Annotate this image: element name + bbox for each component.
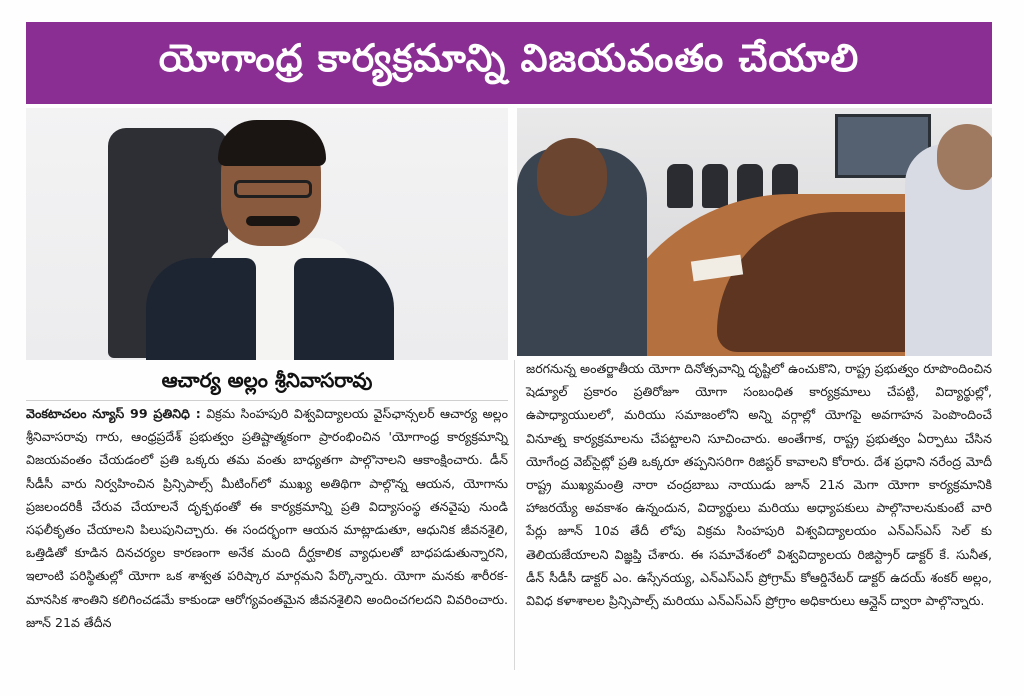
article-text-right: జరగనున్న అంతర్జాతీయ యోగా దినోత్సవాన్ని దృష్టిలో ఉంచుకొని, రాష్ట్ర ప్రభుత్వం రూపొందించిన షెడ్యూల్ ప్రకారం ప్రతిరోజూ యోగా సంబంధిత కార్యక్రమాలు చేపట్టి, విద్యార్థుల్లో, ఉపాధ్యాయులలో, మరియు సమాజంలోని అన్ని వర్గాల్లో యోగపై అవగాహన పెంపొందించే వినూత్న కార్యక్రమాలను చేపట్టాలని సూచించారు. అంతేగాక, రాష్ట్ర ప్రభుత్వం ఏర్పాటు చేసిన యోగేంద్ర వెబ్‌సైట్లో ప్రతి ఒక్కరూ తప్పనిసరిగా రిజిస్టర్ కావాలని కోరారు. దేశ ప్రధాని నరేంద్ర మోదీ రాష్ట్ర ముఖ్యమంత్రి నారా చంద్రబాబు నాయుడు జూన్ 21న మెగా యోగా కార్యక్రమానికి హాజరయ్యే అవకాశం ఉన్నందున, విద్యార్థులు మరియు అధ్యాపకులు పాల్గొనాలనుకుంటే వారి పేర్లు జూన్ 10వ తేదీ లోపు విక్రమ సింహపురి విశ్వవిద్యాలయం ఎన్‌ఎస్‌ఎస్ సెల్ కు తెలియజేయాలని విజ్ఞప్తి చేశారు. ఈ సమావేశంలో విశ్వవిద్యాలయ రిజిస్ట్రార్ డాక్టర్ కే. సునీత, డీన్ సీడీసీ డాక్టర్ ఎం. ఉస్సేనయ్య, ఎన్‌ఎస్‌ఎస్ ప్రోగ్రామ్ కోఆర్డినేటర్ డాక్టర్ ఉదయ్ శంకర్ అల్లం, వివిధ కళాశాలల ప్రిన్సిపాల్స్ మరియు ఎన్‌ఎస్‌ఎస్ ప్రోగ్రాం అధికారులు ఆన్లైన్ ద్వారా పాల్గొన్నారు. [526, 361, 992, 609]
eyeglasses [234, 180, 312, 198]
article-text-left: విక్రమ సింహపురి విశ్వవిద్యాలయ వైస్‌ఛాన్సలర్ ఆచార్య అల్లం శ్రీనివాసరావు గారు, ఆంధ్రప్రదేశ్ ప్రభుత్వం ప్రతిష్టాత్మకంగా ప్రారంభించిన 'యోగాంధ్ర కార్యక్రమాన్ని విజయవంతం చేయడంలో ప్రతి ఒక్కరు తమ వంతు బాధ్యతగా పాల్గొనాలని ఆకాంక్షించారు. డీన్ సీడీసీ వారు నిర్వహించిన ప్రిన్సిపాల్స్ మీటింగ్‌లో ముఖ్య అతిథిగా పాల్గొన్న ఆయన, యోగాను ప్రజలందరికీ చేరువ చేయాలనే దృక్పథంతో ఈ కార్యక్రమాన్ని ప్రతి విద్యాసంస్థ తనవైపు నుండి సఫలీకృతం చేయాలని పిలుపునిచ్చారు. ఈ సందర్భంగా ఆయన మాట్లాడుతూ, ఆధునిక జీవనశైలి, ఒత్తిడితో కూడిన దినచర్యల కారణంగా అనేక మంది దీర్ఘకాలిక వ్యాధులతో బాధపడుతున్నారని, ఇలాంటి పరిస్థితుల్లో యోగా ఒక శాశ్వత పరిష్కార మార్గమని పేర్కొన్నారు. యోగా మనకు శారీరక-మానసిక శాంతిని కలిగించడమే కాకుండా ఆరోగ్యవంతమైన జీవనశైలిని అందించగలదని వివరించారు. జూన్ 21వ తేదీన [26, 406, 508, 630]
headline-title: యోగాంధ్ర కార్యక్రమాన్ని విజయవంతం చేయాలి [158, 36, 860, 80]
article-column-right [526, 357, 992, 612]
headline-banner [26, 22, 992, 104]
mustache [246, 216, 300, 226]
person-hair [218, 120, 326, 166]
dateline: వెంకటాచలం న్యూస్ 99 ప్రతినిధి : [26, 406, 201, 421]
column-divider [514, 360, 515, 670]
meeting-chair [667, 164, 693, 208]
vest-left [146, 258, 256, 360]
attendee-right-head [937, 124, 992, 190]
attendee-front-head [537, 138, 607, 216]
meeting-room-photo [517, 108, 992, 356]
article-column-left [26, 402, 508, 634]
meeting-chair [702, 164, 728, 208]
vice-chancellor-photo [26, 108, 508, 360]
vest-right [294, 258, 394, 360]
photo-caption: ఆచార్య అల్లం శ్రీనివాసరావు [26, 364, 508, 401]
